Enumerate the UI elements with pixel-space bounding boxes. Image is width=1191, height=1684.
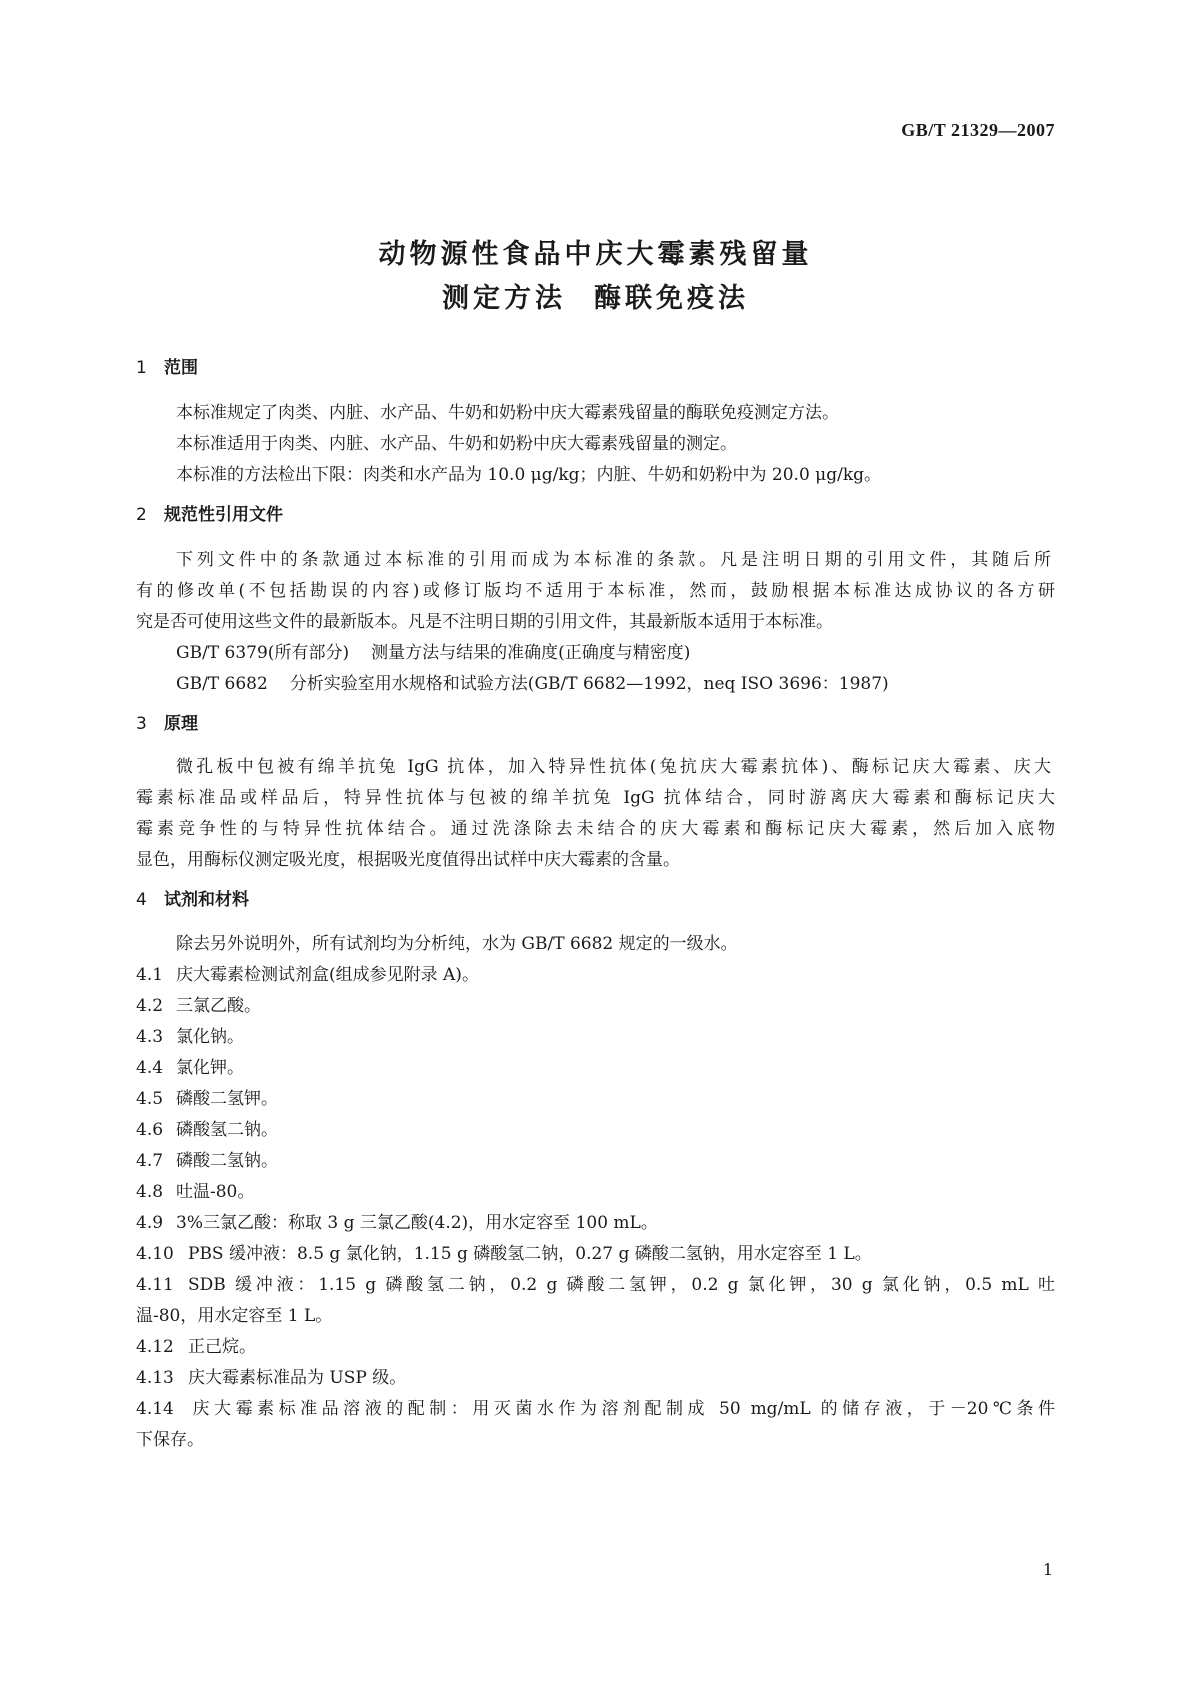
standard-number: GB/T 21329—2007 [901, 120, 1055, 140]
section-number: 3 [136, 714, 147, 734]
section-2-heading [136, 500, 283, 525]
reagent-item [136, 1146, 278, 1171]
reagent-item [136, 1022, 244, 1047]
item-number: 4.10 [136, 1244, 174, 1264]
item-text: PBS 缓冲液：8.5 g 氯化钠，1.15 g 磷酸氢二钠，0.27 g 磷酸二氢钠，用水定容至 1 L。 [188, 1244, 872, 1264]
item-number: 4.1 [136, 965, 164, 985]
section-1-paragraph: 本标准规定了肉类、内脏、水产品、牛奶和奶粉中庆大霉素残留量的酶联免疫测定方法。 [176, 403, 839, 423]
item-text: 三氯乙酸。 [176, 996, 261, 1016]
reagent-item [136, 1053, 244, 1078]
item-text: 磷酸氢二钠。 [176, 1120, 278, 1140]
item-number: 4.7 [136, 1151, 164, 1171]
item-text: 庆大霉素标准品为 USP 级。 [188, 1368, 407, 1388]
section-title: 范围 [164, 358, 198, 378]
item-number: 4.2 [136, 996, 164, 1016]
reagent-item [136, 960, 479, 985]
item-number: 4.3 [136, 1027, 164, 1047]
document-title-line1: 动物源性食品中庆大霉素残留量 [378, 239, 813, 270]
section-3-line: 霉素竞争性的与特异性抗体结合。通过洗涤除去未结合的庆大霉素和酶标记庆大霉素，然后加入底物 [136, 819, 1055, 839]
title-part-method: 测定方法 [442, 283, 566, 314]
normative-reference [176, 669, 889, 694]
section-3-line: 微孔板中包被有绵羊抗兔 IgG 抗体，加入特异性抗体(兔抗庆大霉素抗体)、酶标记庆大霉素、庆大 [176, 757, 1051, 777]
item-text: 庆大霉素标准品溶液的配制：用灭菌水作为溶剂配制成 50 mg/mL 的储存液，于－20℃条件 [188, 1399, 1055, 1419]
item-text: 3%三氯乙酸：称取 3 g 三氯乙酸(4.2)，用水定容至 100 mL。 [176, 1213, 658, 1233]
item-number: 4.8 [136, 1182, 164, 1202]
item-text: 磷酸二氢钠。 [176, 1151, 278, 1171]
reference-title: 分析实验室用水规格和试验方法(GB/T 6682—1992，neq ISO 3696：1987) [289, 674, 889, 694]
reagent-item [136, 1115, 278, 1140]
section-1-paragraph: 本标准的方法检出下限：肉类和水产品为 10.0 μg/kg；内脏、牛奶和奶粉中为 20.0 μg/kg。 [176, 465, 882, 485]
item-text: 磷酸二氢钾。 [176, 1089, 278, 1109]
reagent-item [136, 1208, 658, 1233]
item-text: SDB 缓冲液：1.15 g 磷酸氢二钠，0.2 g 磷酸二氢钾，0.2 g 氯化钾，30 g 氯化钠，0.5 mL 吐 [188, 1275, 1055, 1295]
reagent-item [136, 1239, 872, 1264]
section-3-line: 显色，用酶标仪测定吸光度，根据吸光度值得出试样中庆大霉素的含量。 [136, 850, 680, 870]
section-title: 原理 [164, 714, 198, 734]
item-number: 4.5 [136, 1089, 164, 1109]
section-2-line: 下列文件中的条款通过本标准的引用而成为本标准的条款。凡是注明日期的引用文件，其随后所 [176, 550, 1051, 570]
section-3-heading [136, 709, 198, 734]
reference-title: 测量方法与结果的准确度(正确度与精密度) [371, 643, 691, 663]
section-title: 规范性引用文件 [164, 505, 283, 525]
item-number: 4.11 [136, 1275, 174, 1295]
item-text: 氯化钾。 [176, 1058, 244, 1078]
item-number: 4.6 [136, 1120, 164, 1140]
section-number: 2 [136, 505, 147, 525]
reference-code: GB/T 6379(所有部分) [176, 643, 350, 663]
item-text: 正己烷。 [188, 1337, 256, 1357]
item-text: 庆大霉素检测试剂盒(组成参见附录 A)。 [176, 965, 479, 985]
reagent-item [136, 1084, 278, 1109]
reagent-item [136, 1332, 256, 1357]
section-2-line: 究是否可使用这些文件的最新版本。凡是不注明日期的引用文件，其最新版本适用于本标准。 [136, 612, 833, 632]
item-number: 4.12 [136, 1337, 174, 1357]
item-number: 4.13 [136, 1368, 174, 1388]
item-text: 氯化钠。 [176, 1027, 244, 1047]
page-number: 1 [1042, 1560, 1053, 1579]
section-number: 4 [136, 890, 147, 910]
reagent-item [136, 1177, 254, 1202]
reagent-item [136, 1394, 1055, 1419]
section-1-paragraph: 本标准适用于肉类、内脏、水产品、牛奶和奶粉中庆大霉素残留量的测定。 [176, 434, 737, 454]
reagent-item [136, 1363, 406, 1388]
section-2-line: 有的修改单(不包括勘误的内容)或修订版均不适用于本标准，然而，鼓励根据本标准达成协议的各方研 [136, 581, 1055, 601]
reference-code: GB/T 6682 [176, 674, 268, 694]
reagent-item-continuation: 温-80，用水定容至 1 L。 [136, 1306, 333, 1326]
section-3-line: 霉素标准品或样品后，特异性抗体与包被的绵羊抗兔 IgG 抗体结合，同时游离庆大霉素和酶标记庆大 [136, 788, 1055, 808]
item-number: 4.4 [136, 1058, 164, 1078]
title-part-elisa: 酶联免疫法 [594, 283, 749, 314]
item-number: 4.9 [136, 1213, 164, 1233]
reagent-item-continuation: 下保存。 [136, 1430, 204, 1450]
section-title: 试剂和材料 [164, 890, 249, 910]
item-text: 吐温-80。 [176, 1182, 255, 1202]
section-number: 1 [136, 358, 147, 378]
section-4-intro: 除去另外说明外，所有试剂均为分析纯，水为 GB/T 6682 规定的一级水。 [176, 934, 738, 954]
section-4-heading [136, 885, 249, 910]
section-1-heading [136, 353, 198, 378]
normative-reference [176, 638, 690, 663]
reagent-item [136, 991, 261, 1016]
document-title-line2 [0, 276, 1191, 315]
reagent-item [136, 1270, 1055, 1295]
item-number: 4.14 [136, 1399, 174, 1419]
